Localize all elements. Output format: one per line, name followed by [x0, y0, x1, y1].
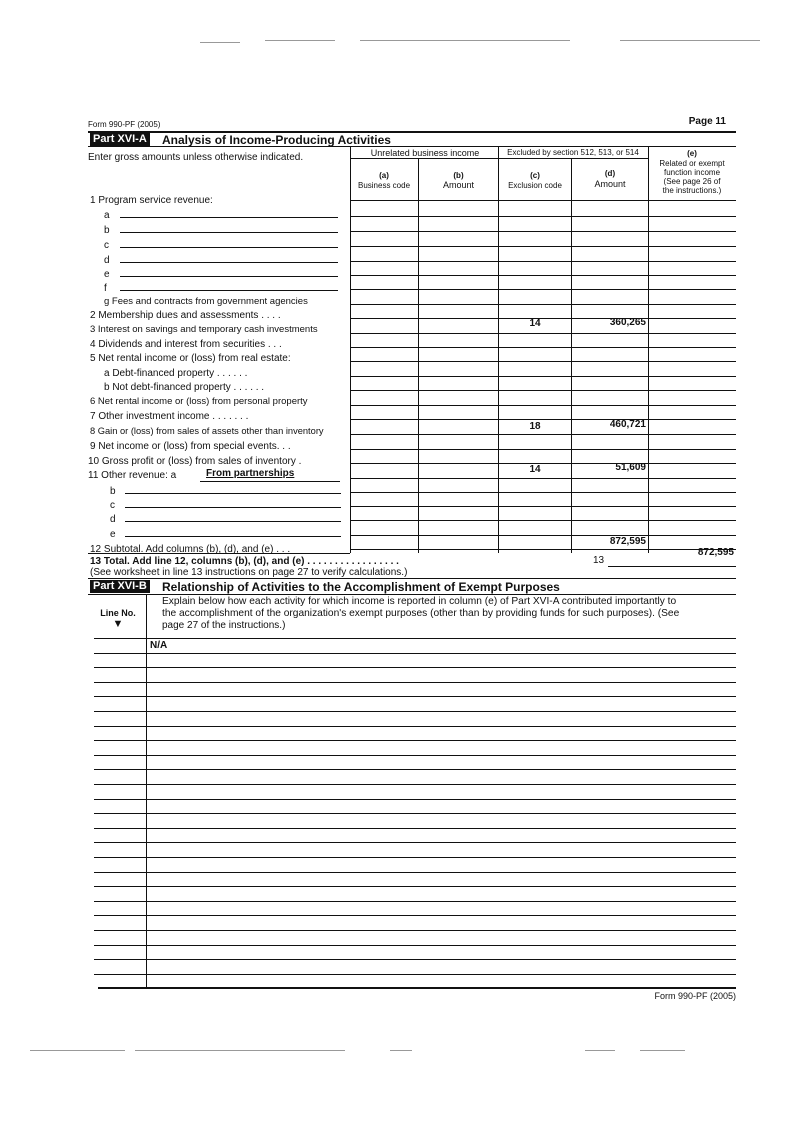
- col-e-line-3: (See page 26 of: [663, 177, 721, 186]
- grid-row-rule: [350, 231, 736, 232]
- explanation-line: [94, 769, 736, 770]
- explanation-line: [94, 711, 736, 712]
- part-xvi-a-title: Analysis of Income-Producing Activities: [162, 133, 391, 147]
- line-13-blank: [608, 566, 736, 567]
- line-11a-description: From partnerships: [206, 468, 295, 479]
- line-3-amount: 360,265: [609, 317, 646, 328]
- part-b-explain-2: the accomplishment of the organization's exempt purposes (other than by providing funds for such purposes). (See: [162, 608, 680, 619]
- line-1e-blank: [120, 276, 338, 277]
- line-5-label: 5 Net rental income or (loss) from real estate:: [90, 353, 291, 364]
- footer-form-id: Form 990-PF (2005): [654, 991, 736, 1001]
- explanation-line: [94, 667, 736, 668]
- line-10-label: 10 Gross profit or (loss) from sales of inventory .: [88, 456, 302, 467]
- grid-row-rule: [350, 261, 736, 262]
- unrelated-group-header: Unrelated business income: [370, 148, 480, 158]
- explanation-line: [94, 886, 736, 887]
- line-5b-label: b Not debt-financed property . . . . . .: [104, 382, 265, 393]
- scan-artifact: [640, 1050, 685, 1051]
- grid-row-rule: [350, 333, 736, 334]
- header-bottom-rule: [350, 200, 736, 201]
- line-3-exclusion-code: 14: [529, 318, 541, 329]
- grid-row-rule: [350, 361, 736, 362]
- line-11d-label: d: [110, 514, 116, 525]
- col-a-header: Business code: [357, 181, 411, 190]
- line-no-header: Line No.: [100, 608, 136, 618]
- line-1e-label: e: [104, 269, 110, 280]
- line-8-amount: 460,721: [609, 419, 646, 430]
- subtotal-rule: [88, 553, 350, 554]
- scan-artifact: [360, 40, 570, 41]
- grid-row-rule: [350, 246, 736, 247]
- line-13-number: 13: [593, 555, 605, 566]
- explanation-line: [94, 682, 736, 683]
- col-b-letter: (b): [453, 171, 464, 180]
- col-e-letter: (e): [687, 149, 697, 158]
- explanation-line: [94, 828, 736, 829]
- line-1f-blank: [120, 290, 338, 291]
- page-number: Page 11: [688, 116, 726, 127]
- form-id: Form 990-PF (2005): [88, 120, 161, 129]
- line-3-label: 3 Interest on savings and temporary cash investments: [90, 324, 318, 335]
- line-1b-label: b: [104, 225, 110, 236]
- scan-artifact: [585, 1050, 615, 1051]
- scan-artifact: [200, 42, 240, 43]
- col-c-header: Exclusion code: [508, 181, 562, 190]
- explanation-line: [94, 653, 736, 654]
- grid-row-rule: [350, 347, 736, 348]
- explanation-line: [94, 974, 736, 975]
- col-a-letter: (a): [379, 171, 389, 180]
- grid-row-rule: [350, 405, 736, 406]
- scan-artifact: [620, 40, 760, 41]
- line-6-label: 6 Net rental income or (loss) from personal property: [90, 396, 308, 407]
- line-11a-blank: [200, 481, 340, 482]
- line-1a-label: a: [104, 210, 110, 221]
- part-xvi-b-title: Relationship of Activities to the Accomplishment of Exempt Purposes: [162, 580, 560, 594]
- explanation-line: [94, 915, 736, 916]
- part-b-explain-1: Explain below how each activity for which income is reported in column (e) of Part XVI-A contributed importantly to: [162, 596, 677, 607]
- line-13-total: 872,595: [697, 547, 734, 558]
- explanation-line: [94, 784, 736, 785]
- explanation-line: [94, 813, 736, 814]
- line-11a-amount: 51,609: [615, 462, 646, 473]
- line-11c-label: c: [110, 500, 115, 511]
- grid-row-rule: [350, 506, 736, 507]
- line-11b-blank: [125, 493, 341, 494]
- line-11-label: 11 Other revenue: a: [88, 470, 177, 481]
- explanation-line: [94, 901, 736, 902]
- grid-row-rule: [350, 275, 736, 276]
- col-b-header: Amount: [442, 180, 475, 190]
- grid-row-rule: [350, 449, 736, 450]
- part-xvi-a-tag: Part XVI-A: [90, 133, 150, 146]
- grid-row-rule: [350, 289, 736, 290]
- group-rule: [350, 158, 648, 159]
- grid-row-rule: [350, 463, 736, 464]
- part-b-top-rule: [88, 578, 736, 579]
- part-b-explain-3: page 27 of the instructions.): [162, 620, 286, 631]
- part-xvi-b-tag: Part XVI-B: [90, 580, 150, 593]
- grid-row-rule: [350, 216, 736, 217]
- line-11e-label: e: [110, 529, 116, 540]
- grid-line: [418, 158, 419, 553]
- explanation-line: [94, 945, 736, 946]
- line-1d-label: d: [104, 255, 110, 266]
- part-b-title-rule: [88, 594, 736, 595]
- grid-row-rule: [350, 419, 736, 420]
- col-e-line-4: the instructions.): [662, 186, 722, 195]
- line-13-label: 13 Total. Add line 12, columns (b), (d), and (e) . . . . . . . . . . . . . . . . .: [90, 556, 399, 567]
- grid-row-rule: [350, 492, 736, 493]
- line-5a-label: a Debt-financed property . . . . . .: [104, 368, 248, 379]
- title-rule: [88, 146, 736, 147]
- scan-artifact: [135, 1050, 345, 1051]
- scan-artifact: [265, 40, 335, 41]
- line-1f-label: f: [104, 283, 107, 294]
- line-8-exclusion-code: 18: [529, 421, 541, 432]
- line-11a-exclusion-code: 14: [529, 464, 541, 475]
- line-1b-blank: [120, 232, 338, 233]
- bottom-rule: [98, 987, 736, 989]
- line-1g-label: g Fees and contracts from government agencies: [104, 296, 308, 307]
- grid-row-rule: [350, 304, 736, 305]
- explanation-line: [94, 726, 736, 727]
- explanation-line: [94, 799, 736, 800]
- line-1c-blank: [120, 247, 338, 248]
- grid-row-rule: [350, 478, 736, 479]
- explanation-line: [94, 638, 736, 639]
- line-11c-blank: [125, 507, 341, 508]
- explanation-line: [94, 740, 736, 741]
- col-d-header: Amount: [594, 179, 626, 189]
- down-arrow-icon: ▼: [112, 618, 124, 630]
- col-d-letter: (d): [604, 169, 616, 178]
- col-e-line-2: function income: [663, 168, 721, 177]
- line-7-label: 7 Other investment income . . . . . . .: [90, 411, 249, 422]
- instruction-text: Enter gross amounts unless otherwise indicated.: [88, 152, 304, 163]
- line-1d-blank: [120, 262, 338, 263]
- line-12-amount: 872,595: [609, 536, 646, 547]
- line-11d-blank: [125, 521, 341, 522]
- grid-row-rule: [350, 434, 736, 435]
- excluded-group-header: Excluded by section 512, 513, or 514: [507, 148, 639, 157]
- explanation-line: [94, 959, 736, 960]
- part-b-first-entry: N/A: [150, 640, 168, 651]
- col-e-line-1: Related or exempt: [659, 159, 725, 168]
- line-12-label: 12 Subtotal. Add columns (b), (d), and (e) . . .: [90, 544, 291, 555]
- line-4-label: 4 Dividends and interest from securities . . .: [90, 339, 282, 350]
- grid-row-rule: [350, 376, 736, 377]
- col-c-letter: (c): [530, 171, 540, 180]
- line-1-label: 1 Program service revenue:: [90, 195, 213, 206]
- line-9-label: 9 Net income or (loss) from special events. . .: [90, 441, 291, 452]
- worksheet-note: (See worksheet in line 13 instructions on page 27 to verify calculations.): [90, 567, 408, 578]
- explanation-line: [94, 930, 736, 931]
- line-11b-label: b: [110, 486, 116, 497]
- grid-row-rule: [350, 520, 736, 521]
- grid-row-rule: [350, 535, 736, 536]
- line-1c-label: c: [104, 240, 109, 251]
- explanation-line: [94, 872, 736, 873]
- explanation-line: [94, 755, 736, 756]
- line-8-label: 8 Gain or (loss) from sales of assets other than inventory: [90, 426, 324, 436]
- explanation-line: [94, 857, 736, 858]
- explanation-line: [94, 696, 736, 697]
- line-1a-blank: [120, 217, 338, 218]
- scan-artifact: [390, 1050, 412, 1051]
- line-2-label: 2 Membership dues and assessments . . . .: [90, 310, 281, 321]
- scan-artifact: [30, 1050, 125, 1051]
- line-11e-blank: [125, 536, 341, 537]
- explanation-line: [94, 842, 736, 843]
- grid-line: [571, 158, 572, 553]
- grid-row-rule: [350, 390, 736, 391]
